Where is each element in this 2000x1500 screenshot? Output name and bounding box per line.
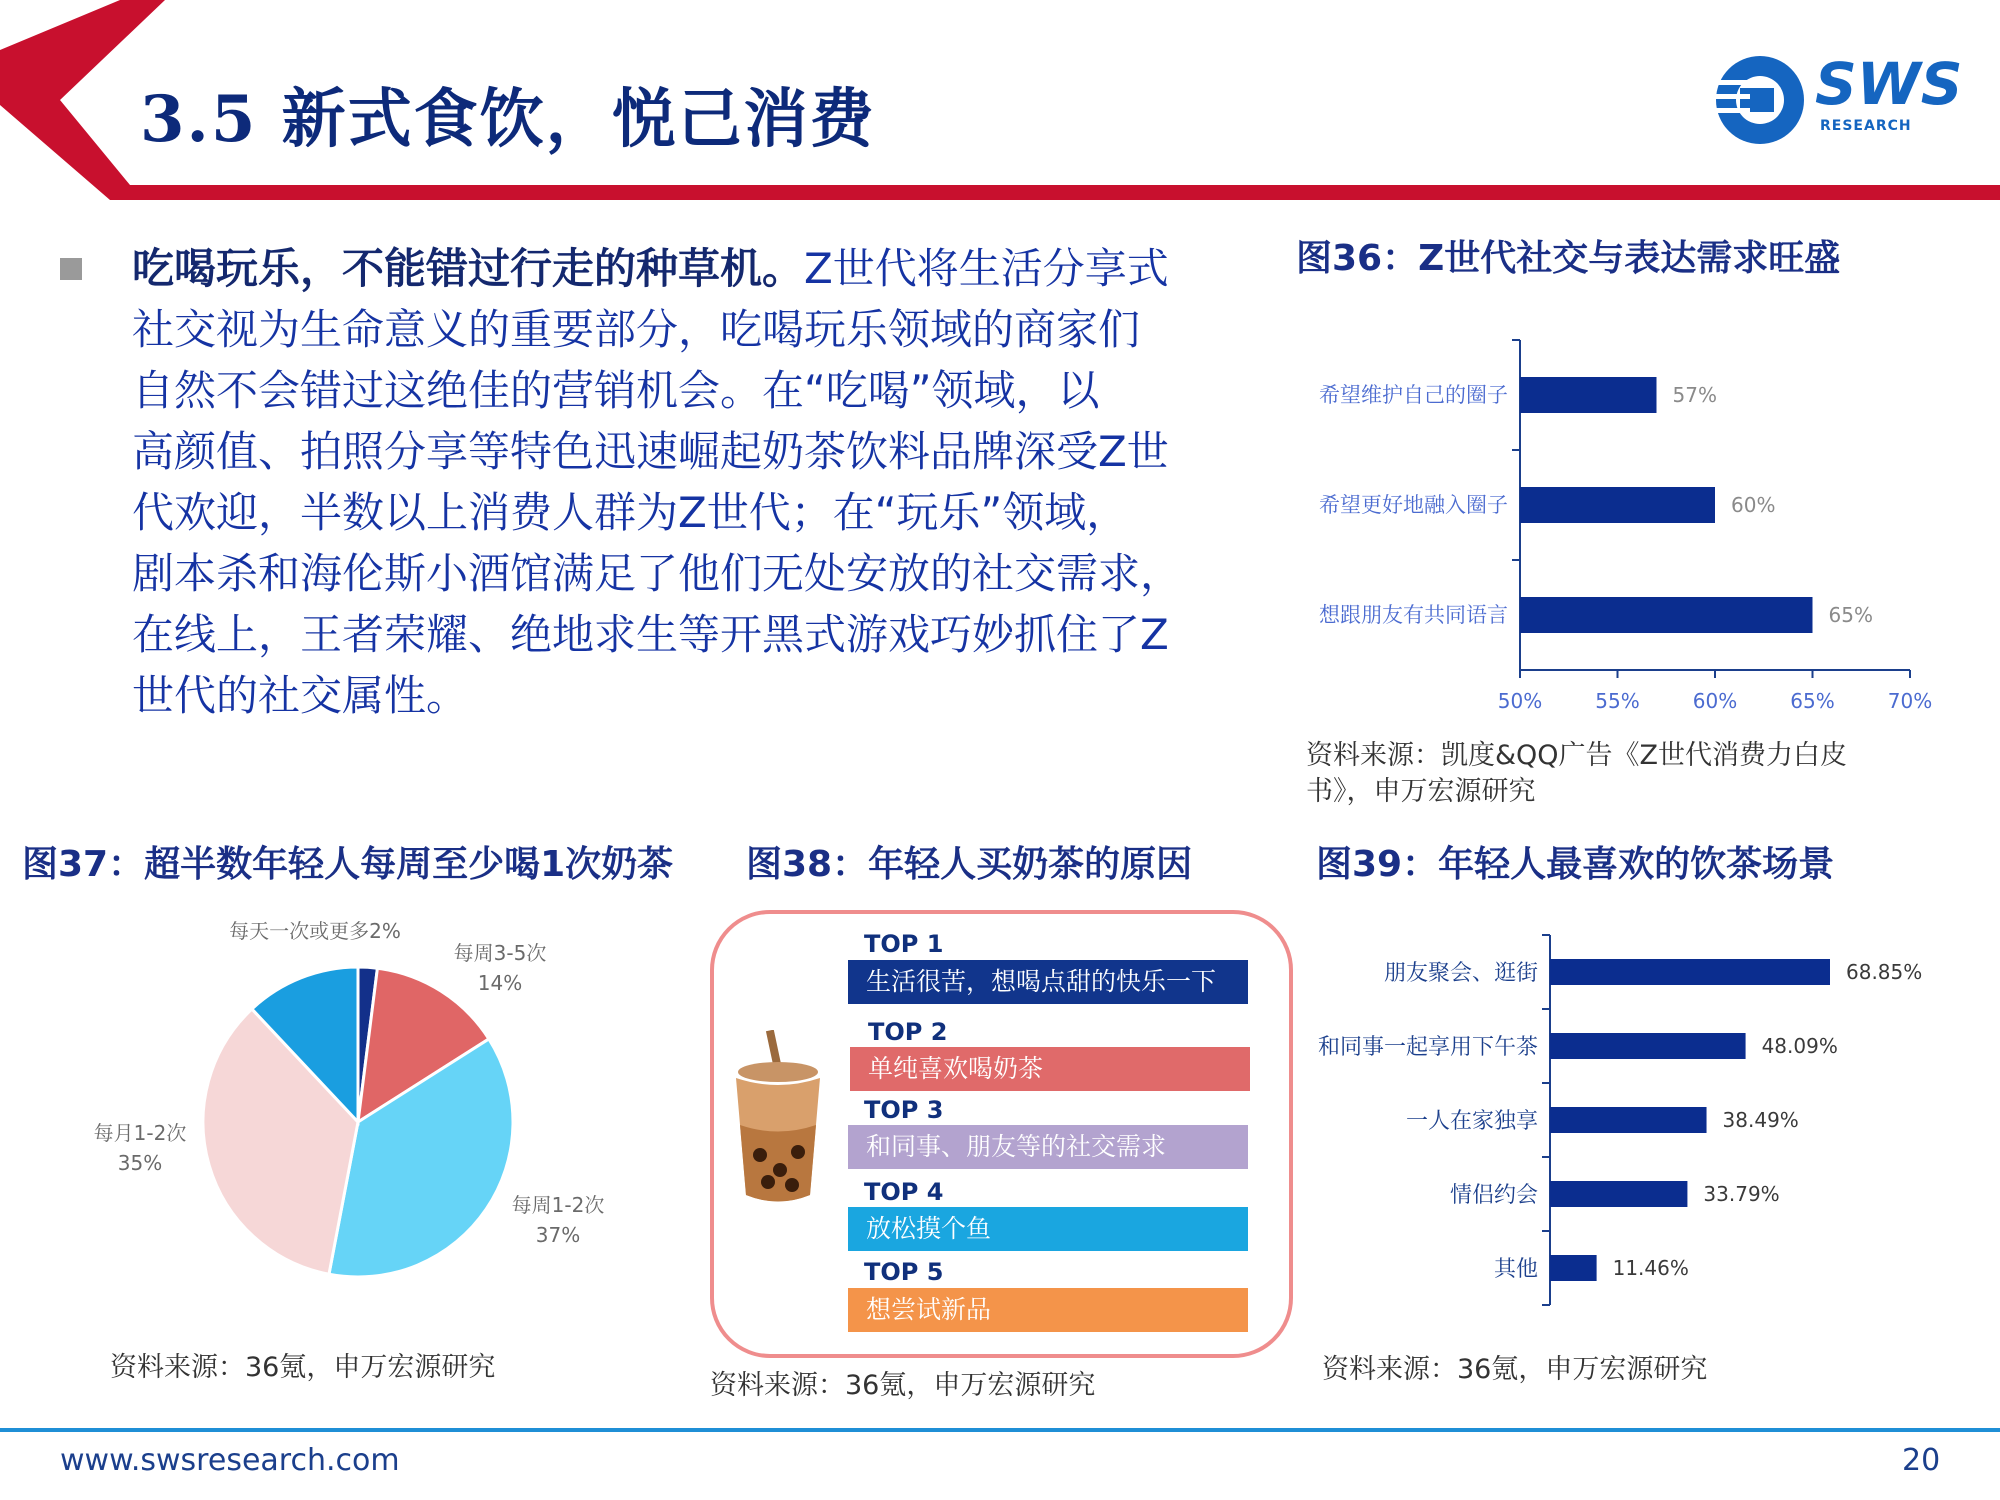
footer-url-link[interactable]: www.swsresearch.com <box>60 1443 400 1478</box>
fig37-slice-label: 每天一次或更多2% <box>229 919 401 943</box>
fig37-slice-label: 每月1-2次 <box>93 1121 187 1145</box>
fig36-value-label: 60% <box>1731 493 1776 517</box>
fig39-bar <box>1550 1107 1707 1133</box>
fig36-category-label: 希望更好地融入圈子 <box>1319 493 1508 517</box>
fig38-reason-3: 和同事、朋友等的社交需求 <box>848 1125 1248 1169</box>
footer-divider <box>0 1428 2000 1432</box>
fig39-category-label: 一人在家独享 <box>1405 1109 1538 1134</box>
body-line-1-text: Z世代将生活分享式 <box>804 244 1169 293</box>
fig39-bar <box>1550 1181 1687 1207</box>
red-band <box>115 185 2000 200</box>
fig39-title: 图39：年轻人最喜欢的饮茶场景 <box>1316 844 1835 885</box>
fig38-rank-4: TOP 4 <box>864 1178 944 1206</box>
fig38-reason-4: 放松摸个鱼 <box>848 1207 1248 1251</box>
fig39-bar <box>1550 1255 1597 1281</box>
fig37-title: 图37：超半数年轻人每周至少喝1次奶茶 <box>22 844 674 885</box>
fig38-source: 资料来源：36氪，申万宏源研究 <box>710 1370 1096 1401</box>
fig36-category-label: 希望维护自己的圈子 <box>1319 383 1508 407</box>
fig39-bar <box>1550 959 1830 985</box>
body-line-2: 社交视为生命意义的重要部分，吃喝玩乐领域的商家们 <box>132 305 1141 354</box>
fig37-chart <box>60 900 700 1300</box>
fig38-reason-1: 生活很苦，想喝点甜的快乐一下 <box>848 960 1248 1004</box>
fig36-bar <box>1520 487 1715 523</box>
fig36-value-label: 57% <box>1672 383 1717 407</box>
sws-logo <box>1710 50 1963 150</box>
fig39-category-label: 其他 <box>1493 1257 1538 1282</box>
fig38-rank-2: TOP 2 <box>868 1018 948 1046</box>
fig39-value-label: 38.49% <box>1722 1108 1799 1132</box>
fig39-value-label: 11.46% <box>1612 1256 1689 1280</box>
fig39-category-label: 和同事一起享用下午茶 <box>1317 1035 1538 1060</box>
fig37-slice-value: 35% <box>117 1151 163 1175</box>
fig36-chart <box>1290 320 1990 730</box>
fig39-value-label: 68.85% <box>1846 960 1923 984</box>
fig36-x-tick-label: 70% <box>1887 689 1933 713</box>
fig36-category-label: 想跟朋友有共同语言 <box>1319 603 1508 627</box>
body-line-7: 在线上，王者荣耀、绝地求生等开黑式游戏巧妙抓住了Z <box>132 610 1169 659</box>
page-number: 20 <box>1902 1443 1941 1478</box>
body-line-6: 剧本杀和海伦斯小酒馆满足了他们无处安放的社交需求， <box>132 549 1183 598</box>
bubble-tea-cup-icon <box>718 1030 838 1210</box>
body-line-1 <box>132 238 1252 299</box>
body-line-3: 自然不会错过这绝佳的营销机会。在“吃喝”领域，以 <box>132 366 1100 415</box>
fig36-x-tick-label: 55% <box>1595 689 1640 713</box>
fig37-slice-value: 14% <box>477 971 523 995</box>
body-line-5: 代欢迎，半数以上消费人群为Z世代；在“玩乐”领域， <box>132 488 1129 537</box>
fig39-value-label: 48.09% <box>1761 1034 1838 1058</box>
body-bold-lead: 吃喝玩乐，不能错过行走的种草机。 <box>132 244 805 293</box>
fig38-title: 图38：年轻人买奶茶的原因 <box>746 844 1193 885</box>
fig36-value-label: 65% <box>1828 603 1873 627</box>
fig36-x-tick-label: 65% <box>1790 689 1835 713</box>
fig36-x-tick-label: 50% <box>1497 689 1543 713</box>
fig39-category-label: 情侣约会 <box>1449 1183 1538 1208</box>
fig39-chart <box>1300 925 1990 1315</box>
fig38-rank-5: TOP 5 <box>864 1258 944 1286</box>
body-line-8: 世代的社交属性。 <box>132 671 469 720</box>
fig38-reason-2: 单纯喜欢喝奶茶 <box>850 1047 1250 1091</box>
fig36-bar <box>1520 597 1813 633</box>
fig39-value-label: 33.79% <box>1703 1182 1780 1206</box>
body-line-4: 高颜值、拍照分享等特色迅速崛起奶茶饮料品牌深受Z世 <box>132 427 1169 476</box>
logo-subtext: RESEARCH <box>1820 118 1912 134</box>
fig36-x-tick-label: 60% <box>1692 689 1738 713</box>
fig37-slice-value: 37% <box>535 1223 581 1247</box>
fig39-bar <box>1550 1033 1746 1059</box>
fig36-title: 图36：Z世代社交与表达需求旺盛 <box>1296 238 1841 279</box>
fig38-rank-3: TOP 3 <box>864 1096 944 1124</box>
fig36-bar <box>1520 377 1657 413</box>
body-paragraph <box>132 238 1252 726</box>
fig38-reason-5: 想尝试新品 <box>848 1288 1248 1332</box>
slide-title: 3.5 新式食饮，悦己消费 <box>140 82 876 157</box>
bullet-square-icon <box>60 258 82 280</box>
fig37-source: 资料来源：36氪，申万宏源研究 <box>110 1352 496 1383</box>
fig39-source: 资料来源：36氪，申万宏源研究 <box>1322 1354 1708 1385</box>
fig38-rank-1: TOP 1 <box>864 930 944 958</box>
fig39-category-label: 朋友聚会、逛街 <box>1383 961 1538 986</box>
fig37-slice-label: 每周1-2次 <box>511 1193 605 1217</box>
fig36-source: 资料来源：凯度&QQ广告《Z世代消费力白皮书》，申万宏源研究 <box>1306 740 1848 807</box>
fig37-slice-label: 每周3-5次 <box>453 941 547 965</box>
logo-text: SWS <box>1815 50 1963 118</box>
